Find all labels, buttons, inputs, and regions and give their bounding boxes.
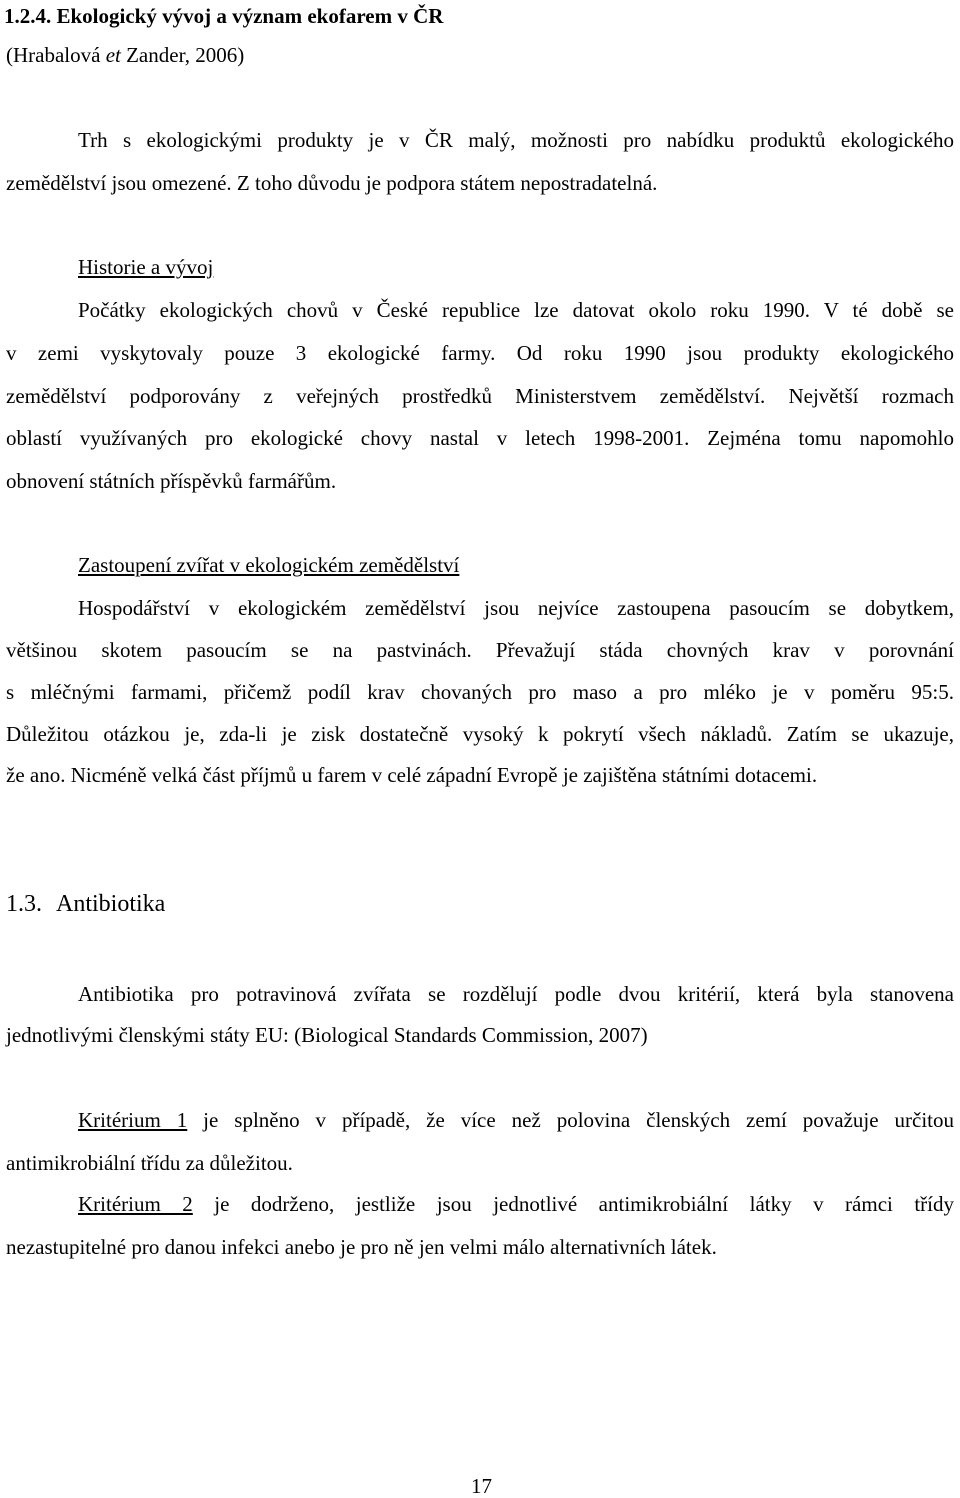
section-number: 1.2.4.: [4, 4, 52, 28]
paragraph-line: obnovení státních příspěvků farmářům.: [6, 469, 337, 493]
paragraph-line: většinou skotem pasoucím se na pastvinách. Převažují stáda chovných krav v porovnání: [6, 638, 954, 662]
section-heading: [4, 6, 443, 27]
section-title: Antibiotika: [56, 891, 166, 917]
section-title: Ekologický vývoj a význam ekofarem v ČR: [56, 4, 444, 28]
paragraph-line: s mléčnými farmami, přičemž podíl krav chovaných pro maso a pro mléko je v poměru 95:5.: [6, 680, 954, 704]
section-number: 1.3.: [6, 891, 42, 917]
paragraph-line: oblastí využívaných pro ekologické chovy nastal v letech 1998-2001. Zejména tomu napomohlo: [6, 426, 954, 450]
section-heading-antibiotika: [6, 892, 165, 916]
subheading-history: Historie a vývoj: [78, 255, 214, 279]
paragraph-line: jednotlivými členskými státy EU: (Biological Standards Commission, 2007): [6, 1023, 648, 1047]
criterion-1-label: Kritérium 1: [78, 1108, 188, 1132]
paragraph-line: Antibiotika pro potravinová zvířata se rozdělují podle dvou kritérií, která byla stanovena: [78, 982, 954, 1006]
subheading-animals: Zastoupení zvířat v ekologickém zemědělství: [78, 553, 460, 577]
criterion-1-line: [78, 1110, 954, 1131]
criterion-2-line: [78, 1194, 954, 1215]
criterion-2-text: je dodrženo, jestliže jsou jednotlivé antimikrobiální látky v rámci třídy: [192, 1192, 955, 1216]
criterion-1-text: je splněno v případě, že více než polovina členských zemí považuje určitou: [187, 1108, 954, 1132]
paragraph-line: zemědělství jsou omezené. Z toho důvodu je podpora státem nepostradatelná.: [6, 171, 658, 195]
paragraph-line: nezastupitelné pro danou infekci anebo je pro ně jen velmi málo alternativních látek.: [6, 1235, 717, 1259]
paragraph-line: Důležitou otázkou je, zda-li je zisk dostatečně vysoký k pokrytí všech nákladů. Zatím se ukazuje,: [6, 722, 954, 746]
source-prefix: (Hrabalová: [6, 43, 106, 67]
paragraph-line: Počátky ekologických chovů v České republice lze datovat okolo roku 1990. V té době se: [78, 298, 954, 322]
source-italic: et: [105, 43, 121, 67]
source-suffix: Zander, 2006): [120, 43, 245, 67]
page-number: 17: [471, 1474, 492, 1498]
criterion-2-label: Kritérium 2: [78, 1192, 193, 1216]
paragraph-line: zemědělství podporovány z veřejných prostředků Ministerstvem zemědělství. Největší rozmach: [6, 384, 954, 408]
section-source: [6, 45, 244, 66]
paragraph-line: Trh s ekologickými produkty je v ČR malý, možnosti pro nabídku produktů ekologického: [78, 128, 954, 152]
paragraph-line: že ano. Nicméně velká část příjmů u farem v celé západní Evropě je zajištěna státními dotacemi.: [6, 763, 818, 787]
paragraph-line: v zemi vyskytovaly pouze 3 ekologické farmy. Od roku 1990 jsou produkty ekologického: [6, 341, 954, 365]
paragraph-line: antimikrobiální třídu za důležitou.: [6, 1151, 293, 1175]
paragraph-line: Hospodářství v ekologickém zemědělství jsou nejvíce zastoupena pasoucím se dobytkem,: [78, 596, 954, 620]
